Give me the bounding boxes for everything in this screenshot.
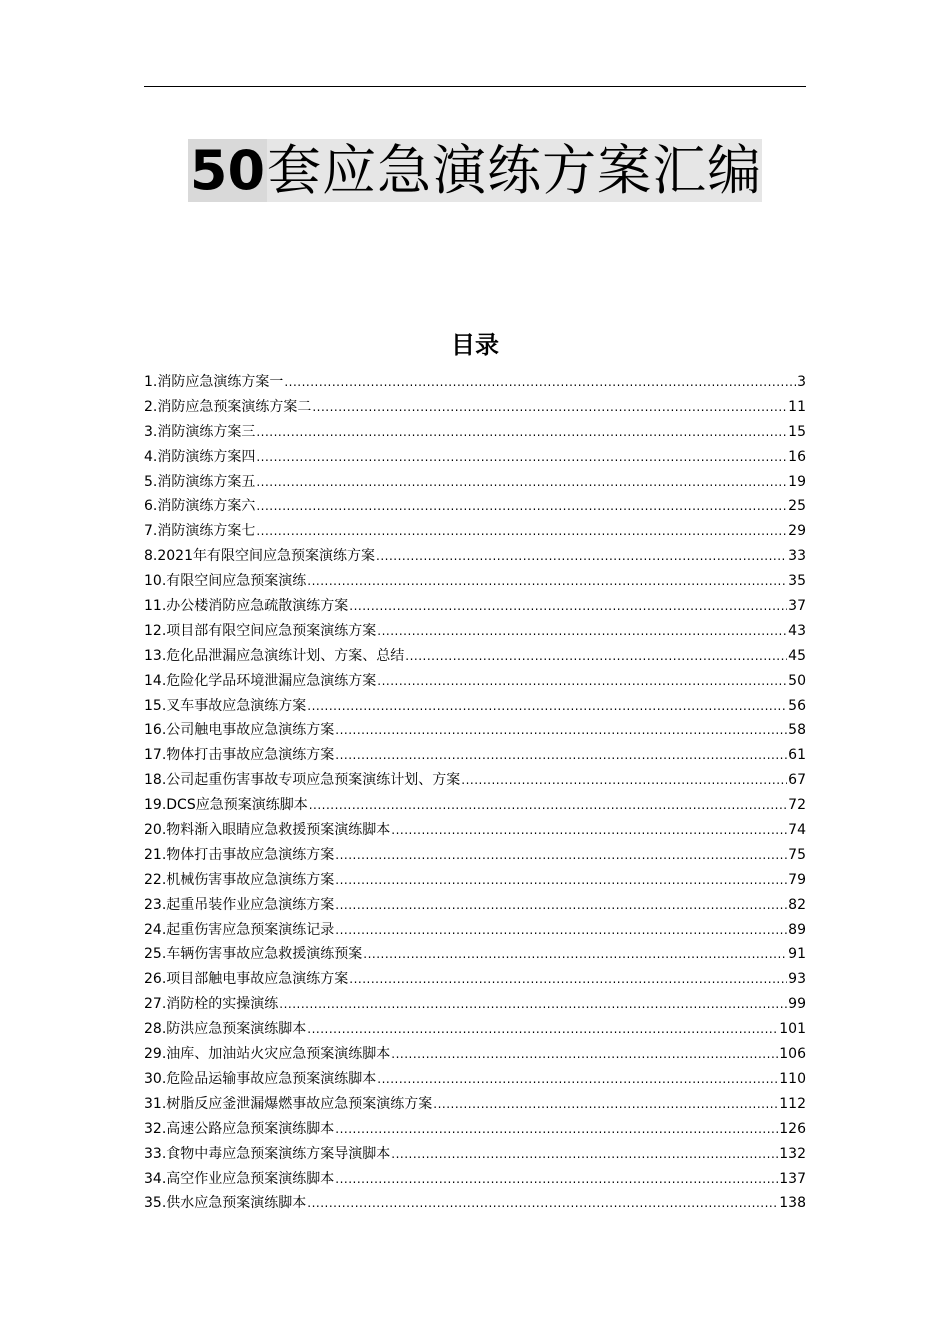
toc-entry-leader-dots [349, 969, 787, 989]
toc-entry-label: 8.2021年有限空间应急预案演练方案 [144, 548, 375, 565]
toc-entry[interactable] [144, 770, 806, 795]
toc-entry-label: 20.物料渐入眼睛应急救援预案演练脚本 [144, 822, 391, 839]
toc-entry-leader-dots [433, 1094, 778, 1114]
toc-entry-page-number: 50 [788, 672, 806, 689]
toc-entry-leader-dots [363, 944, 787, 964]
toc-entry-page-number: 99 [788, 996, 806, 1013]
toc-entry-label: 7.消防演练方案七 [144, 523, 256, 540]
toc-entry-label: 25.车辆伤害事故应急救援演练预案 [144, 946, 363, 963]
toc-entry[interactable] [144, 944, 806, 969]
toc-entry-leader-dots [391, 820, 787, 840]
toc-entry[interactable] [144, 820, 806, 845]
toc-entry-page-number: 79 [788, 871, 806, 888]
toc-entry-page-number: 82 [788, 896, 806, 913]
toc-entry-leader-dots [335, 845, 787, 865]
toc-entry[interactable] [144, 596, 806, 621]
toc-entry-leader-dots [309, 795, 787, 815]
toc-entry-page-number: 67 [788, 772, 806, 789]
toc-entry-page-number: 61 [788, 747, 806, 764]
toc-entry-page-number: 112 [779, 1095, 806, 1112]
toc-entry-label: 31.树脂反应釜泄漏爆燃事故应急预案演练方案 [144, 1095, 433, 1112]
toc-entry[interactable] [144, 969, 806, 994]
toc-entry-label: 22.机械伤害事故应急演练方案 [144, 871, 335, 888]
toc-entry-leader-dots [307, 1193, 778, 1213]
toc-entry-label: 29.油库、加油站火灾应急预案演练脚本 [144, 1046, 391, 1063]
toc-entry-label: 30.危险品运输事故应急预案演练脚本 [144, 1070, 377, 1087]
toc-entry-page-number: 138 [779, 1195, 806, 1212]
toc-entry-page-number: 137 [779, 1170, 806, 1187]
toc-entry-page-number: 58 [788, 722, 806, 739]
toc-entry-leader-dots [335, 870, 787, 890]
toc-entry[interactable] [144, 845, 806, 870]
toc-entry-page-number: 72 [788, 797, 806, 814]
toc-entry-page-number: 101 [779, 1021, 806, 1038]
header-rule [144, 86, 806, 87]
toc-entry-label: 18.公司起重伤害事故专项应急预案演练计划、方案 [144, 772, 461, 789]
toc-entry[interactable] [144, 496, 806, 521]
toc-entry-label: 12.项目部有限空间应急预案演练方案 [144, 622, 377, 639]
toc-entry-leader-dots [376, 546, 787, 566]
toc-entry[interactable] [144, 372, 806, 397]
toc-entry-label: 6.消防演练方案六 [144, 498, 256, 515]
toc-entry-page-number: 75 [788, 846, 806, 863]
toc-entry[interactable] [144, 1144, 806, 1169]
toc-entry-leader-dots [256, 521, 787, 541]
toc-entry[interactable] [144, 1169, 806, 1194]
toc-entry-label: 11.办公楼消防应急疏散演练方案 [144, 598, 349, 615]
toc-entry-label: 15.叉车事故应急演练方案 [144, 697, 307, 714]
toc-entry[interactable] [144, 1119, 806, 1144]
toc-entry-leader-dots [256, 447, 787, 467]
toc-entry-label: 14.危险化学品环境泄漏应急演练方案 [144, 672, 377, 689]
toc-entry-leader-dots [377, 671, 787, 691]
toc-entry-leader-dots [335, 1119, 778, 1139]
toc-entry-page-number: 29 [788, 523, 806, 540]
toc-entry-page-number: 35 [788, 573, 806, 590]
toc-entry[interactable] [144, 895, 806, 920]
toc-entry-page-number: 3 [797, 374, 806, 390]
toc-entry[interactable] [144, 920, 806, 945]
toc-entry[interactable] [144, 571, 806, 596]
toc-entry-leader-dots [284, 372, 796, 392]
toc-entry-label: 16.公司触电事故应急演练方案 [144, 722, 335, 739]
toc-entry-leader-dots [335, 745, 787, 765]
toc-entry-leader-dots [391, 1144, 778, 1164]
toc-entry[interactable] [144, 397, 806, 422]
toc-entry[interactable] [144, 1193, 806, 1218]
toc-entry-label: 33.食物中毒应急预案演练方案导演脚本 [144, 1145, 391, 1162]
toc-entry-leader-dots [307, 1019, 778, 1039]
toc-entry-label: 13.危化品泄漏应急演练计划、方案、总结 [144, 647, 405, 664]
toc-entry-leader-dots [256, 422, 787, 442]
toc-entry-leader-dots [405, 646, 787, 666]
toc-entry[interactable] [144, 720, 806, 745]
toc-entry-leader-dots [307, 696, 787, 716]
toc-entry-leader-dots [256, 472, 787, 492]
toc-entry-label: 21.物体打击事故应急演练方案 [144, 846, 335, 863]
toc-entry-page-number: 89 [788, 921, 806, 938]
toc-entry-leader-dots [377, 621, 787, 641]
toc-entry-page-number: 132 [779, 1145, 806, 1162]
toc-entry-page-number: 33 [788, 548, 806, 565]
toc-entry-label: 32.高速公路应急预案演练脚本 [144, 1120, 335, 1137]
toc-entry-page-number: 16 [788, 448, 806, 465]
toc-entry[interactable] [144, 696, 806, 721]
toc-entry[interactable] [144, 646, 806, 671]
toc-entry-page-number: 43 [788, 622, 806, 639]
document-title-text: 套应急演练方案汇编 [267, 139, 763, 202]
toc-entry-page-number: 93 [788, 971, 806, 988]
document-title [0, 136, 950, 206]
toc-entry-leader-dots [312, 397, 787, 417]
toc-entry-label: 26.项目部触电事故应急演练方案 [144, 971, 349, 988]
toc-entry-label: 34.高空作业应急预案演练脚本 [144, 1170, 335, 1187]
toc-entry-label: 28.防洪应急预案演练脚本 [144, 1021, 307, 1038]
toc-entry-label: 1.消防应急演练方案一 [144, 374, 284, 390]
toc-entry-label: 23.起重吊装作业应急演练方案 [144, 896, 335, 913]
toc-entry-label: 35.供水应急预案演练脚本 [144, 1195, 307, 1212]
toc-entry-page-number: 106 [779, 1046, 806, 1063]
toc-entry-leader-dots [279, 994, 787, 1014]
toc-entry-label: 17.物体打击事故应急演练方案 [144, 747, 335, 764]
toc-entry[interactable] [144, 994, 806, 1019]
toc-entry[interactable] [144, 621, 806, 646]
toc-entry-page-number: 45 [788, 647, 806, 664]
toc-entry-leader-dots [377, 1069, 778, 1089]
toc-entry-label: 10.有限空间应急预案演练 [144, 573, 307, 590]
toc-entry[interactable] [144, 1094, 806, 1119]
toc-entry-leader-dots [461, 770, 787, 790]
toc-entry-label: 24.起重伤害应急预案演练记录 [144, 921, 335, 938]
toc-entry-page-number: 110 [779, 1070, 806, 1087]
toc-entry-leader-dots [335, 895, 787, 915]
toc-entry-label: 3.消防演练方案三 [144, 423, 256, 440]
toc-entry-label: 19.DCS应急预案演练脚本 [144, 797, 308, 814]
toc-entry-page-number: 25 [788, 498, 806, 515]
toc-entry[interactable] [144, 1069, 806, 1094]
toc-entry-leader-dots [349, 596, 787, 616]
toc-entry-leader-dots [391, 1044, 778, 1064]
document-title-number: 50 [189, 139, 266, 202]
toc-entry-leader-dots [335, 1169, 778, 1189]
toc-entry-label: 4.消防演练方案四 [144, 448, 256, 465]
toc-entry[interactable] [144, 472, 806, 497]
toc-entry-page-number: 56 [788, 697, 806, 714]
table-of-contents [144, 372, 806, 1218]
toc-entry-label: 5.消防演练方案五 [144, 473, 256, 490]
toc-entry[interactable] [144, 521, 806, 546]
toc-entry[interactable] [144, 671, 806, 696]
toc-entry-label: 2.消防应急预案演练方案二 [144, 398, 312, 415]
toc-heading: 目录 [451, 331, 499, 359]
toc-entry-page-number: 126 [779, 1120, 806, 1137]
toc-entry[interactable] [144, 546, 806, 571]
toc-entry-page-number: 91 [788, 946, 806, 963]
toc-entry[interactable] [144, 795, 806, 820]
toc-entry-page-number: 74 [788, 822, 806, 839]
toc-entry-page-number: 37 [788, 598, 806, 615]
toc-entry-leader-dots [335, 720, 787, 740]
toc-entry-label: 27.消防栓的实操演练 [144, 996, 279, 1013]
toc-entry-page-number: 11 [788, 398, 806, 415]
toc-entry[interactable] [144, 447, 806, 472]
toc-entry[interactable] [144, 870, 806, 895]
toc-entry-leader-dots [256, 496, 787, 516]
toc-entry-leader-dots [307, 571, 787, 591]
toc-entry-page-number: 19 [788, 473, 806, 490]
toc-entry[interactable] [144, 1019, 806, 1044]
toc-entry[interactable] [144, 1044, 806, 1069]
toc-entry[interactable] [144, 745, 806, 770]
toc-entry-leader-dots [335, 920, 787, 940]
toc-entry-page-number: 15 [788, 423, 806, 440]
toc-entry[interactable] [144, 422, 806, 447]
